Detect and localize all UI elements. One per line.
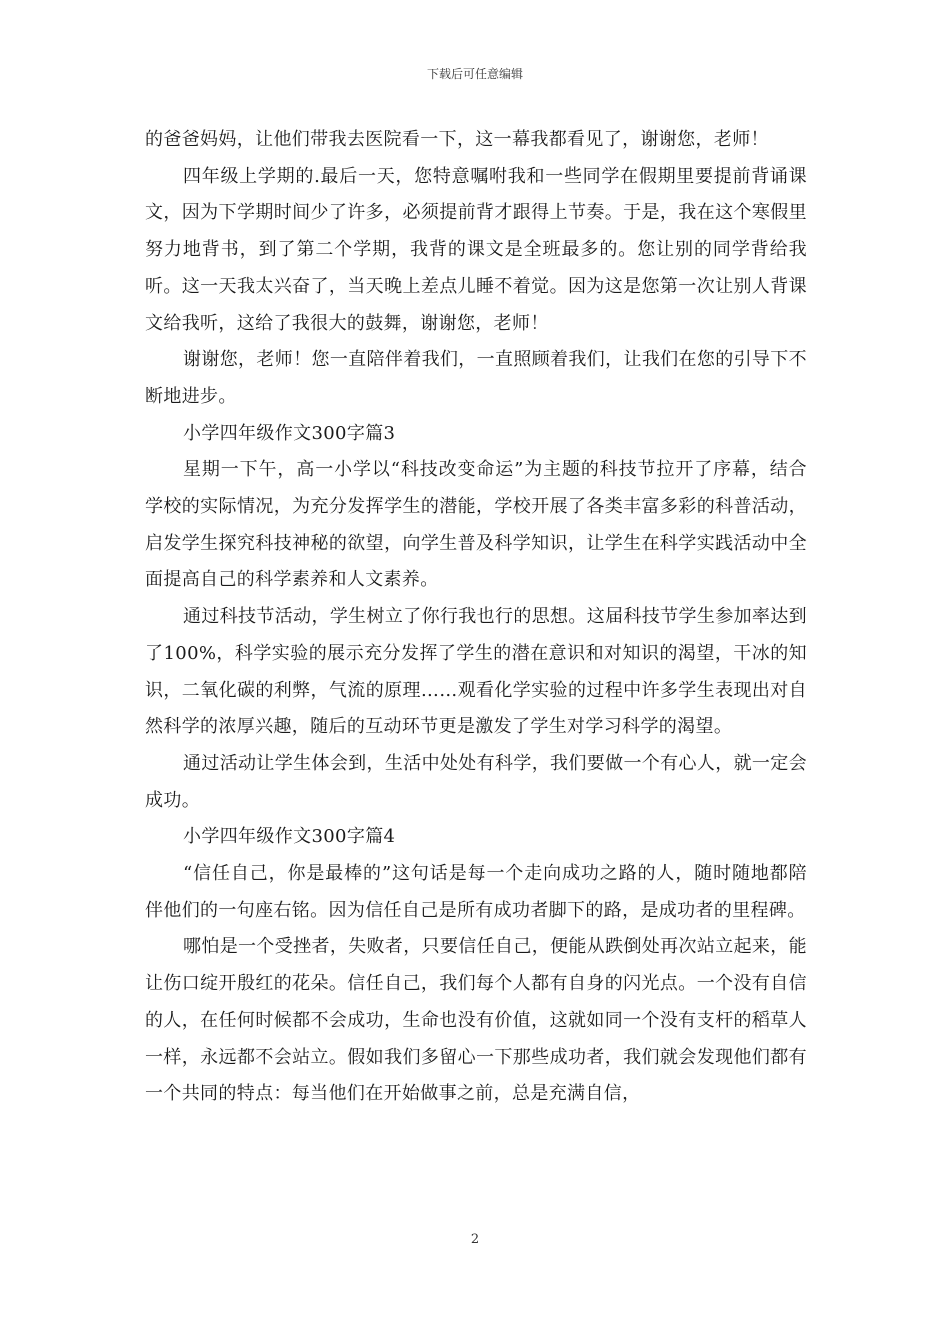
paragraph-body: 四年级上学期的.最后一天，您特意嘱咐我和一些同学在假期里要提前背诵课文，因为下学期时间少了许多，必须提前背才跟得上节奏。于是，我在这个寒假里努力地背书，到了第二个学期，我背的课文是全班最多的。您让别的同学背给我听。这一天我太兴奋了，当天晚上差点儿睡不着觉。因为这是您第一次让别人背课文给我听，这给了我很大的鼓舞，谢谢您，老师！ [145, 165, 807, 334]
section-heading: 小学四年级作文300字篇3 [183, 422, 396, 444]
paragraph-body: 通过科技节活动，学生树立了你行我也行的思想。这届科技节学生参加率达到了100%，科学实验的展示充分发挥了学生的潜在意识和对知识的渴望，干冰的知识，二氧化碳的利弊，气流的原理……观看化学实验的过程中许多学生表现出对自然科学的浓厚兴趣，随后的互动环节更是激发了学生对学习科学的渴望。 [145, 606, 807, 738]
document-body [145, 122, 807, 1113]
section-heading: 小学四年级作文300字篇4 [183, 826, 396, 848]
paragraph-continuation: 的爸爸妈妈，让他们带我去医院看一下，这一幕我都看见了，谢谢您，老师！ [145, 129, 769, 150]
paragraph-body: 通过活动让学生体会到，生活中处处有科学，我们要做一个有心人，就一定会成功。 [145, 752, 807, 811]
paragraph-body: “信任自己，你是最棒的”这句话是每一个走向成功之路的人，随时随地都陪伴他们的一句座右铭。因为信任自己是所有成功者脚下的路，是成功者的里程碑。 [145, 863, 807, 921]
paragraph-body: 星期一下午，高一小学以“科技改变命运”为主题的科技节拉开了序幕，结合学校的实际情况，为充分发挥学生的潜能，学校开展了各类丰富多彩的科普活动，启发学生探究科技神秘的欲望，向学生普及科学知识，让学生在科学实践活动中全面提高自己的科学素养和人文素养。 [145, 459, 807, 591]
page-header: 下载后可任意编辑 [426, 67, 523, 81]
paragraph-body: 哪怕是一个受挫者，失败者，只要信任自己，便能从跌倒处再次站立起来，能让伤口绽开殷红的花朵。信任自己，我们每个人都有自身的闪光点。一个没有自信的人，在任何时候都不会成功，生命也没有价值，这就如同一个没有支杆的稻草人一样，永远都不会站立。假如我们多留心一下那些成功者，我们就会发现他们都有一个共同的特点：每当他们在开始做事之前，总是充满自信， [145, 936, 807, 1105]
page-number: 2 [470, 1232, 480, 1247]
paragraph-body: 谢谢您，老师！您一直陪伴着我们，一直照顾着我们，让我们在您的引导下不断地进步。 [145, 349, 807, 407]
